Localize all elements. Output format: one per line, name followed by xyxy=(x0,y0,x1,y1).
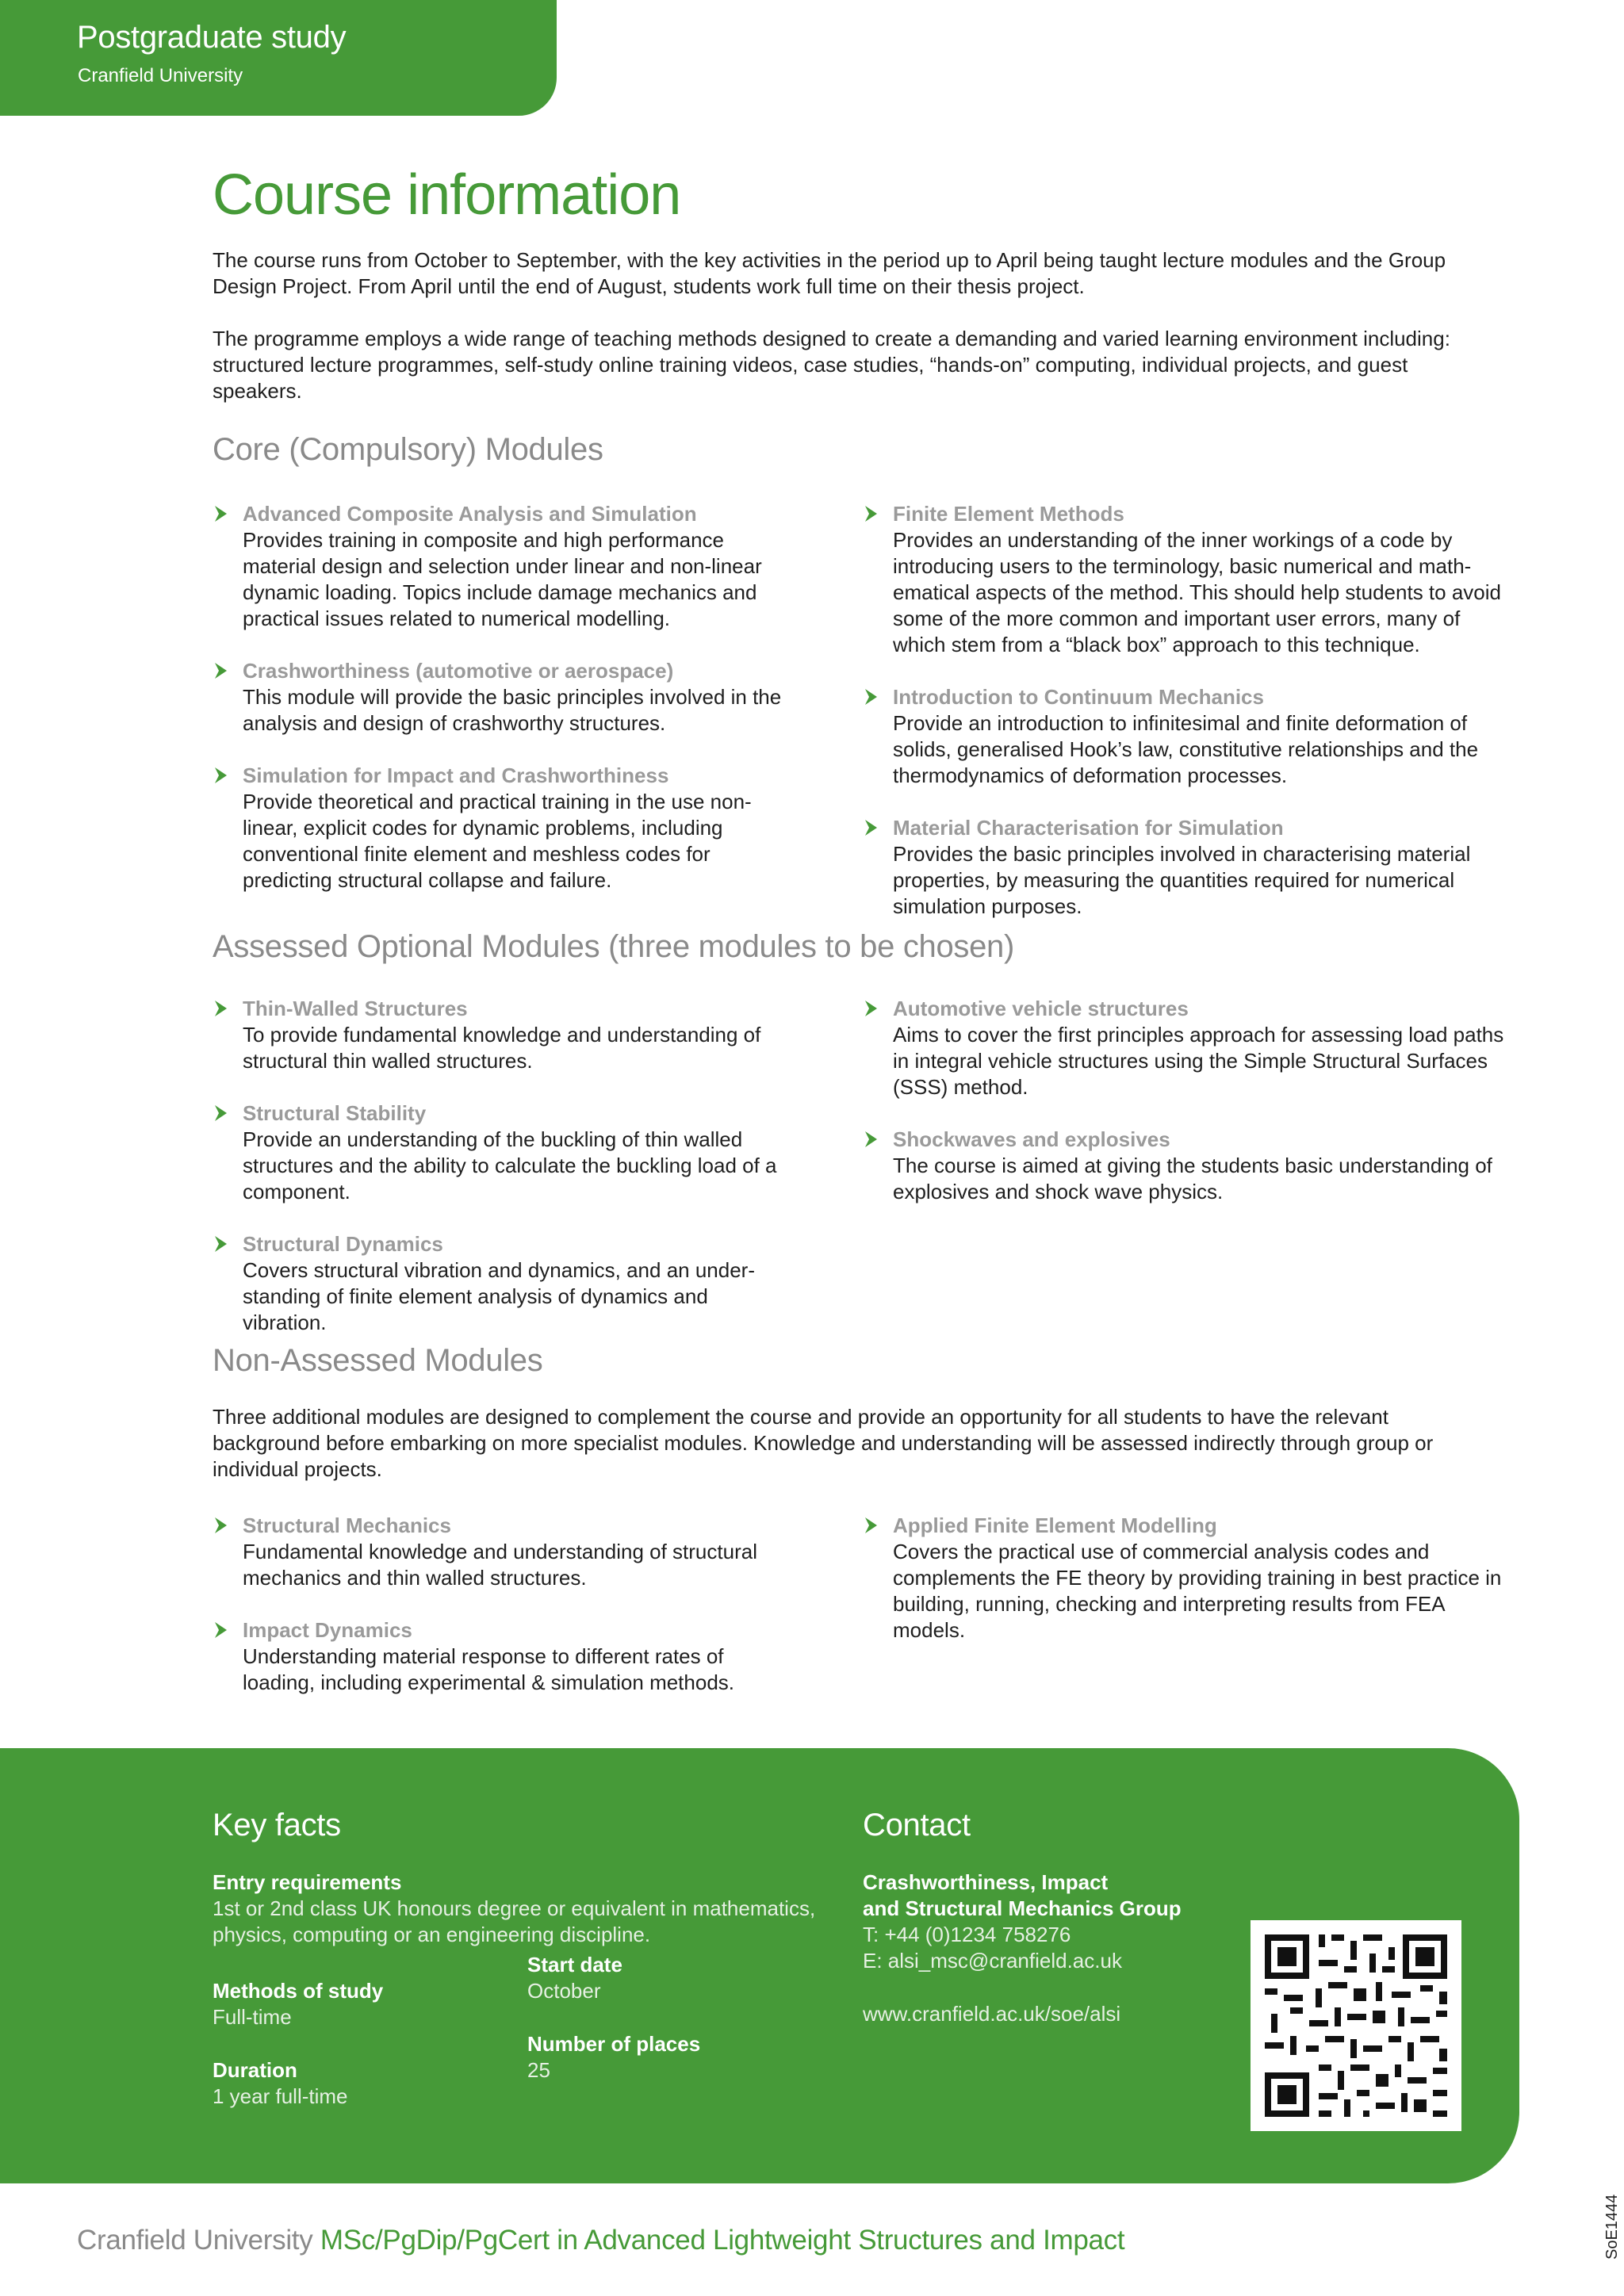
document-code: SoE1444 xyxy=(1603,2194,1621,2260)
start-date-value: October xyxy=(527,1979,601,2003)
key-facts-heading: Key facts xyxy=(213,1808,341,1843)
module-title: Advanced Composite Analysis and Simulation xyxy=(243,502,697,526)
chevron-right-icon xyxy=(213,765,230,786)
qr-code xyxy=(1251,1920,1461,2131)
module-item xyxy=(213,996,783,1074)
module-item xyxy=(863,1127,1505,1205)
module-title: Structural Dynamics xyxy=(243,1232,443,1256)
number-of-places-value: 25 xyxy=(527,2058,550,2082)
module-description: Provides an understanding of the inner workings of a code by introducing users to the terminology, basic numerical and math-ematical aspects of the method. This should help students to avoid some of the more common and important user errors, many of which stem from a “black box” approach to this technique. xyxy=(893,528,1501,656)
intro-paragraph-1: The course runs from October to September, with the key activities in the period up to April being taught lecture modules and the Group Design Project. From April until the end of August, students work full time on their thesis project. xyxy=(213,248,1446,298)
module-title: Structural Stability xyxy=(243,1101,427,1125)
optional-modules-heading: Assessed Optional Modules (three modules to be chosen) xyxy=(213,929,1015,964)
chevron-right-icon xyxy=(863,1129,880,1150)
intro-paragraph-2: The programme employs a wide range of teaching methods designed to create a demanding and varied learning environment including: structured lecture programmes, self-study online training videos, case studies, “hands-on” computing, individual projects, and guest speakers. xyxy=(213,327,1450,403)
module-title: Crashworthiness (automotive or aerospace) xyxy=(243,659,674,683)
module-item xyxy=(213,658,783,737)
module-title: Shockwaves and explosives xyxy=(893,1127,1170,1151)
chevron-right-icon xyxy=(213,1515,230,1536)
chevron-right-icon xyxy=(863,1515,880,1536)
header-subtitle: Cranfield University xyxy=(78,65,243,86)
duration-label: Duration xyxy=(213,2058,297,2082)
module-title: Automotive vehicle structures xyxy=(893,997,1189,1020)
module-description: Covers structural vibration and dynamics, and an under-standing of finite element analysis of dynamics and vibration. xyxy=(243,1258,755,1334)
header-tab xyxy=(0,0,557,116)
page-title: Course information xyxy=(213,163,681,227)
contact-website[interactable]: www.cranfield.ac.uk/soe/alsi xyxy=(863,2002,1121,2026)
module-title: Finite Element Methods xyxy=(893,502,1124,526)
module-title: Thin-Walled Structures xyxy=(243,997,468,1020)
optional-modules-right xyxy=(863,996,1505,1205)
number-of-places-label: Number of places xyxy=(527,2032,701,2056)
module-description: Understanding material response to different rates of loading, including experimental & simulation methods. xyxy=(243,1644,735,1694)
module-item xyxy=(213,1513,783,1591)
module-description: To provide fundamental knowledge and understanding of structural thin walled structures. xyxy=(243,1023,761,1073)
chevron-right-icon xyxy=(863,998,880,1019)
module-title: Introduction to Continuum Mechanics xyxy=(893,685,1264,709)
module-description: Provide an introduction to infinitesimal and finite deformation of solids, generalised Hook’s law, constitutive relationships and the thermodynamics of deformation processes. xyxy=(893,711,1479,787)
start-date-label: Start date xyxy=(527,1953,622,1976)
module-item xyxy=(863,1513,1505,1644)
module-item xyxy=(863,996,1505,1100)
module-description: Provides training in composite and high performance material design and selection under linear and non-linear dynamic loading. Topics include damage mechanics and practical issues related to numerical modelling. xyxy=(243,528,762,630)
module-description: Provide theoretical and practical training in the use non-linear, explicit codes for dynamic problems, including conventional finite element and meshless codes for predicting structural collapse and failure. xyxy=(243,790,752,892)
non-assessed-intro: Three additional modules are designed to complement the course and provide an opportunity for all students to have the relevant background before embarking on more specialist modules. Knowledge and understanding will be assessed indirectly through group or individual projects. xyxy=(213,1405,1434,1481)
module-description: Fundamental knowledge and understanding of structural mechanics and thin walled structures. xyxy=(243,1540,757,1590)
non-assessed-modules-heading: Non-Assessed Modules xyxy=(213,1343,543,1378)
module-item xyxy=(863,815,1505,920)
contact-heading: Contact xyxy=(863,1808,971,1843)
module-title: Applied Finite Element Modelling xyxy=(893,1513,1217,1537)
module-description: This module will provide the basic principles involved in the analysis and design of crashworthy structures. xyxy=(243,685,782,735)
module-description: Aims to cover the first principles approach for assessing load paths in integral vehicle structures using the Simple Structural Surfaces (SSS) method. xyxy=(893,1023,1504,1099)
module-title: Impact Dynamics xyxy=(243,1618,412,1642)
footer xyxy=(77,2225,1124,2256)
module-item xyxy=(213,1231,783,1336)
methods-of-study-label: Methods of study xyxy=(213,1979,384,2003)
core-modules-right xyxy=(863,501,1505,920)
duration-value: 1 year full-time xyxy=(213,2084,348,2108)
footer-university: Cranfield University xyxy=(77,2225,313,2256)
chevron-right-icon xyxy=(213,1234,230,1254)
chevron-right-icon xyxy=(213,660,230,681)
footer-course: MSc/PgDip/PgCert in Advanced Lightweight Structures and Impact xyxy=(320,2225,1125,2256)
chevron-right-icon xyxy=(213,1620,230,1640)
methods-of-study-value: Full-time xyxy=(213,2005,292,2029)
module-item xyxy=(213,763,783,894)
chevron-right-icon xyxy=(863,503,880,524)
entry-requirements-label: Entry requirements xyxy=(213,1870,402,1894)
module-description: Provide an understanding of the buckling of thin walled structures and the ability to calculate the buckling load of a component. xyxy=(243,1127,777,1203)
non-assessed-modules-right xyxy=(863,1513,1505,1644)
header-title: Postgraduate study xyxy=(77,20,347,55)
entry-requirements-value: 1st or 2nd class UK honours degree or equivalent in mathematics, physics, computing or an engineering discipline. xyxy=(213,1896,816,1946)
non-assessed-modules-left xyxy=(213,1513,783,1696)
qr-code-icon xyxy=(1251,1920,1461,2131)
chevron-right-icon xyxy=(863,687,880,707)
contact-phone[interactable]: T: +44 (0)1234 758276 xyxy=(863,1923,1071,1946)
contact-group-line1: Crashworthiness, Impact xyxy=(863,1870,1109,1894)
module-title: Simulation for Impact and Crashworthiness xyxy=(243,763,669,787)
core-modules-left xyxy=(213,501,783,894)
module-item xyxy=(863,501,1505,658)
chevron-right-icon xyxy=(863,817,880,838)
module-item xyxy=(213,1617,783,1696)
contact-group-line2: and Structural Mechanics Group xyxy=(863,1896,1182,1920)
chevron-right-icon xyxy=(213,503,230,524)
contact-email[interactable]: E: alsi_msc@cranfield.ac.uk xyxy=(863,1949,1122,1973)
key-facts-panel xyxy=(0,1748,1519,2183)
module-description: Provides the basic principles involved in characterising material properties, by measuring the quantities required for numerical simulation purposes. xyxy=(893,842,1471,918)
chevron-right-icon xyxy=(213,1103,230,1123)
module-title: Material Characterisation for Simulation xyxy=(893,816,1284,840)
chevron-right-icon xyxy=(213,998,230,1019)
module-description: The course is aimed at giving the students basic understanding of explosives and shock wave physics. xyxy=(893,1154,1492,1203)
optional-modules-left xyxy=(213,996,783,1336)
module-title: Structural Mechanics xyxy=(243,1513,451,1537)
module-item xyxy=(213,1100,783,1205)
module-description: Covers the practical use of commercial analysis codes and complements the FE theory by providing training in best practice in building, running, checking and interpreting results from FEA models. xyxy=(893,1540,1502,1642)
module-item xyxy=(863,684,1505,789)
core-modules-heading: Core (Compulsory) Modules xyxy=(213,432,603,467)
module-item xyxy=(213,501,783,632)
